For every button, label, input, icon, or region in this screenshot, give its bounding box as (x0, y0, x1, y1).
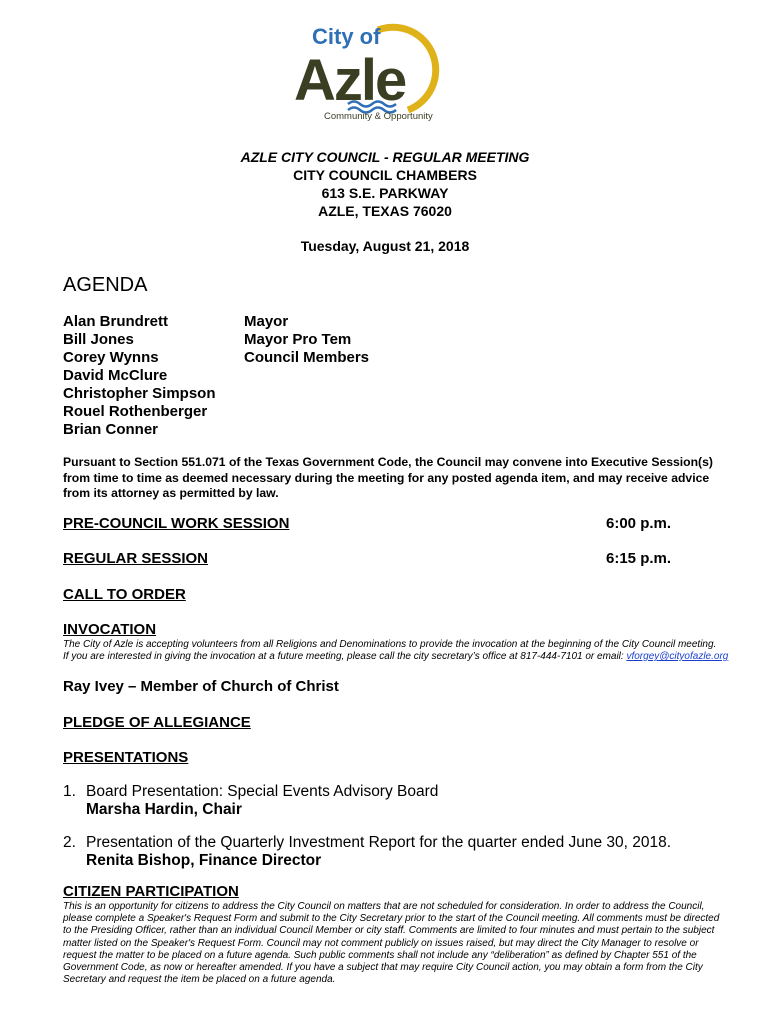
council-role: Mayor (244, 313, 289, 330)
council-name: Alan Brundrett (63, 313, 168, 330)
invocation-note-line2 (63, 651, 743, 663)
city-of-azle-logo (290, 18, 450, 122)
citizen-text-line: to the Presiding Officer, rather than an individual Council Member or city staff. Comments are limited to four minutes and must pertain to the subject (63, 925, 715, 937)
item-text: Board Presentation: Special Events Advisory Board (86, 783, 439, 800)
pre-council-session-time: 6:00 p.m. (606, 515, 672, 532)
regular-session-time: 6:15 p.m. (606, 550, 672, 567)
council-roles (244, 313, 369, 367)
venue-line: CITY COUNCIL CHAMBERS (293, 167, 477, 183)
citizen-text-line: This is an opportunity for citizens to address the City Council on matters that are not scheduled for consideration. In order to address the Council, (63, 901, 705, 912)
council-role: Mayor Pro Tem (244, 331, 352, 348)
council-name: Christopher Simpson (63, 385, 216, 402)
presentations-heading: PRESENTATIONS (63, 749, 189, 766)
invocation-speaker: Ray Ivey – Member of Church of Christ (63, 678, 339, 695)
citizen-text-line: request the matter to be placed on a future agenda. Such public comments shall not include any “deliberation” as defined by Chapter 551 of the (63, 949, 697, 961)
council-name: Bill Jones (63, 331, 134, 348)
invocation-note-text: If you are interested in giving the invocation at a future meeting, please call the city secretary’s office at 817-444-7101 or email: (63, 651, 624, 662)
council-name: Rouel Rothenberger (63, 403, 208, 420)
council-name: Corey Wynns (63, 349, 159, 366)
item-presenter: Marsha Hardin, Chair (86, 801, 242, 818)
citizen-text-line: please complete a Speaker's Request Form and submit to the City Secretary prior to the start of the Council meeting. All comments must be directed (63, 913, 720, 925)
svg-text:Community & Opportunity: Community & Opportunity (324, 111, 433, 122)
presentation-item (63, 783, 439, 818)
council-role: Council Members (244, 349, 370, 366)
secretary-email-link[interactable]: vforgey@cityofazle.org (626, 651, 729, 662)
meeting-title: AZLE CITY COUNCIL - REGULAR MEETING (240, 149, 530, 165)
council-name: David McClure (63, 367, 168, 384)
item-text: Presentation of the Quarterly Investment Report for the quarter ended June 30, 2018. (86, 834, 672, 851)
address-line: 613 S.E. PARKWAY (321, 185, 449, 201)
regular-session-label: REGULAR SESSION (63, 550, 209, 567)
citizen-text-line: Government Code, as now or hereafter amended. If you have a subject that may require City Council action, you may obtain a form from the City (63, 962, 703, 974)
invocation-heading: INVOCATION (63, 621, 157, 638)
meeting-date: Tuesday, August 21, 2018 (300, 238, 470, 254)
svg-text:City of: City of (312, 24, 381, 49)
agenda-heading: AGENDA (63, 274, 148, 296)
council-name: Brian Conner (63, 421, 159, 438)
item-presenter: Renita Bishop, Finance Director (86, 852, 322, 869)
item-number: 2. (63, 834, 76, 851)
city-line: AZLE, TEXAS 76020 (318, 203, 452, 219)
call-to-order-heading: CALL TO ORDER (63, 586, 186, 603)
citizen-text-line: Secretary and request the item be placed on a future agenda. (63, 974, 336, 986)
executive-session-notice: Pursuant to Section 551.071 of the Texas Government Code, the Council may convene into Executive Session(s) from time to time as deemed necessary during the meeting for any posted agenda item, and may receive advice from its attorney as permitted by law. (63, 455, 713, 500)
item-number: 1. (63, 783, 76, 800)
council-names (63, 313, 216, 439)
citizen-text-line: matter listed on the Speaker's Request Form. Council may not comment publicly on issues raised, but may direct the City Manager to resolve or (63, 937, 699, 949)
citizen-participation-text (63, 901, 743, 986)
svg-text:Azle: Azle (294, 48, 406, 113)
pre-council-session-label: PRE-COUNCIL WORK SESSION (63, 515, 290, 532)
invocation-note-line1: The City of Azle is accepting volunteers from all Religions and Denominations to provide the invocation at the beginning of the City Council meeting. (63, 639, 717, 650)
pledge-heading: PLEDGE OF ALLEGIANCE (63, 714, 251, 731)
presentation-item (63, 834, 672, 869)
citizen-participation-heading: CITIZEN PARTICIPATION (63, 883, 239, 900)
